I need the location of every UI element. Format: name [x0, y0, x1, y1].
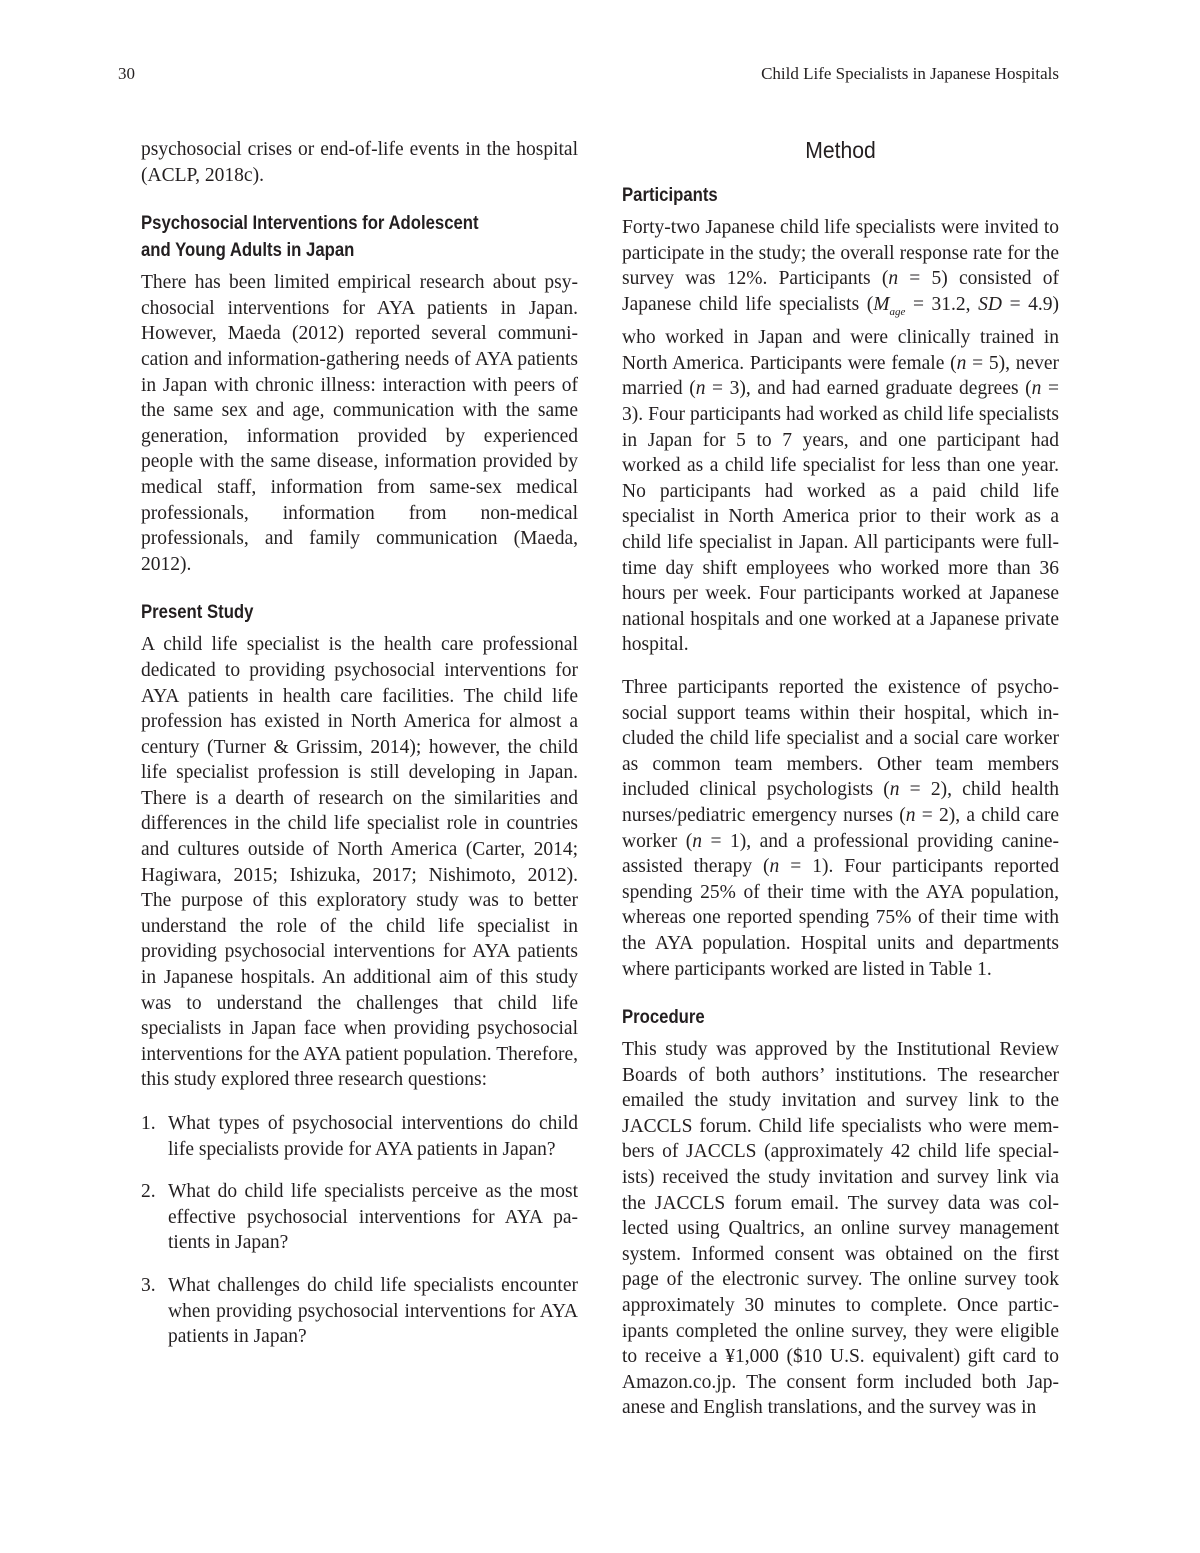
intro-paragraph: psychosocial crises or end-of-life events in the hospital (ACLP, 2018c). — [141, 139, 578, 186]
list-number: 2. — [141, 1181, 156, 1203]
psychosocial-paragraph: There has been limited empirical research about psychosocial interventions for AYA patients in Japan. However, Maeda (2012) reported several communication and information-gathering needs of AYA patients in Japan with chronic illness: interaction with peers of the same sex and age, communication with the same generation, information provided by experienced people with the same disease, information provided by medical staff, information from same-sex medical professionals, information from non-medical professionals, and family communication (Maeda, 2012). — [141, 272, 578, 575]
heading-line-2: and Young Adults in Japan — [141, 240, 355, 262]
list-number: 3. — [141, 1274, 156, 1296]
participants-paragraph-2: Three participants reported the existence of psychosocial support teams within their hospital, which included the child life specialist and a social care worker as common team members. Other team members included clinical psychologists (n = 2), child health nurses/pediatric emergency nurses (n = 2), a child care worker (n = 1), and a professional providing canine-assisted therapy (n = 1). Four participants reported spending 25% of their time with the AYA population, whereas one reported spending 75% of their time with the AYA population. Hospital units and departments where participants worked are listed in Table 1. — [622, 676, 1059, 980]
running-head: Child Life Specialists in Japanese Hospitals — [761, 64, 1059, 83]
heading-participants: Participants — [622, 185, 718, 206]
method-heading: Method — [805, 137, 876, 163]
list-text: What do child life specialists perceive as the most effective psychosocial interventions for AYA patients in Japan? — [168, 1181, 578, 1254]
procedure-paragraph: This study was approved by the Institutional Review Boards of both authors’ institutions. The researcher emailed the study invitation and survey link to the JACCLS forum. Child life specialists who were members of JACCLS (approximately 42 child life specialists) received the study invitation and survey link via the JACCLS forum email. The survey data was collected using Qualtrics, an online survey management system. Informed consent was obtained on the first page of the electronic survey. The online survey took approximately 30 minutes to complete. Once participants completed the online survey, they were eligible to receive a ¥1,000 ($10 U.S. equivalent) gift card to Amazon.co.jp. The consent form included both Japanese and English translations, and the survey was in — [622, 1039, 1059, 1419]
list-text: What types of psychosocial interventions do child life specialists provide for AYA patients in Japan? — [168, 1113, 578, 1160]
heading-procedure: Procedure — [622, 1007, 705, 1029]
heading-present-study: Present Study — [141, 602, 254, 624]
right-column — [622, 137, 1059, 1421]
present-study-paragraph: A child life specialist is the health care professional dedicated to providing psychosocial interventions for AYA patients in health care facilities. The child life profession has existed in North America for almost a century (Turner & Grissim, 2014); however, the child life specialist profession is still developing in Japan. There is a dearth of research on the similarities and differences in the child life specialist role in countries and cultures outside of North America (Carter, 2014; Hagiwara, 2015; Ishizuka, 2017; Nishimoto, 2012). The purpose of this exploratory study was to better understand the role of the child life specialist in providing psychosocial interventions for AYA patients in Japanese hospitals. An additional aim of this study was to understand the challenges that child life specialists in Japan face when providing psychosocial interventions for the AYA patient population. Therefore, this study explored three research questions: — [141, 634, 578, 1091]
list-text: What challenges do child life specialists encounter when providing psychosocial interventions for AYA patients in Japan? — [168, 1274, 578, 1348]
heading-psychosocial-interventions — [141, 210, 528, 264]
list-item — [141, 1273, 578, 1350]
page-number: 30 — [118, 64, 135, 83]
list-item — [141, 1111, 578, 1162]
heading-line-1: Psychosocial Interventions for Adolescent — [141, 213, 479, 235]
list-item — [141, 1179, 578, 1256]
research-questions-list — [141, 1111, 578, 1350]
left-column — [141, 137, 578, 1350]
participants-paragraph-1: Forty-two Japanese child life specialists were invited to participate in the study; the overall response rate for the survey was 12%. Participants (n = 5) consisted of Japanese child life specialists ($M_{age} = 31.2$, SD = 4.9) who worked in Japan and were clinically trained in North America. Participants were female (n = 5), never married (n = 3), and had earned graduate degrees (n = 3). Four participants had worked as child life specialists in Japan for 5 to 7 years, and one participant had worked as a child life specialist for less than one year. No participants had worked as a paid child life specialist in North America prior to their work as a child life specialist in Japan. All participants were full-time day shift employees who worked more than 36 hours per week. Four participants worked at Japanese national hospitals and one worked at a Japanese private hospital. — [622, 217, 1060, 656]
list-number: 1. — [141, 1113, 156, 1134]
